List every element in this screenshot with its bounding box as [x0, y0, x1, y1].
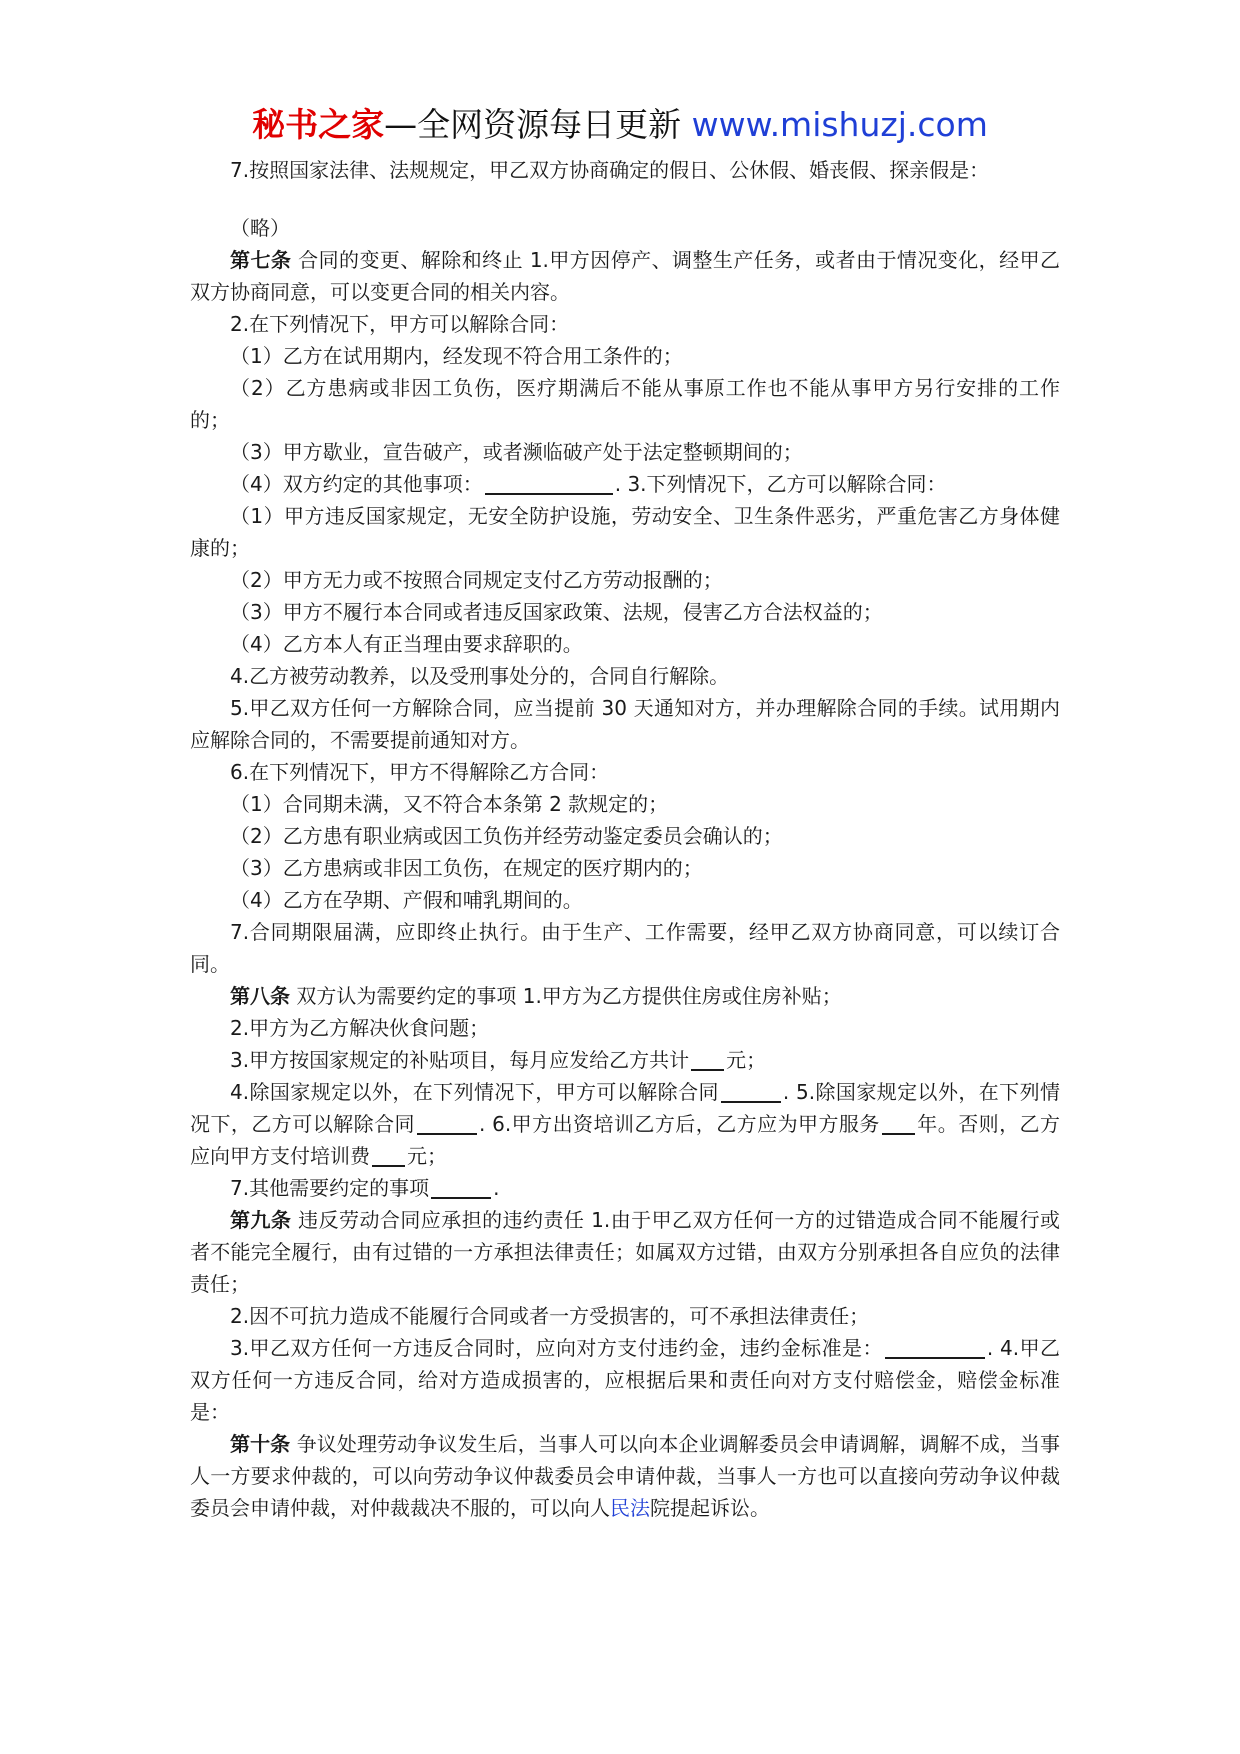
text: . [493, 1176, 500, 1200]
paragraph: （4）乙方在孕期、产假和哺乳期间的。 [230, 888, 583, 912]
paragraph: 6.在下列情况下，甲方不得解除乙方合同： [230, 760, 610, 784]
site-url-link[interactable]: www.mishuzj.com [691, 105, 988, 144]
article-7 [190, 244, 1060, 308]
text: 元； [726, 1048, 767, 1072]
document-body [190, 154, 1060, 1524]
paragraph: 5.甲乙双方任何一方解除合同，应当提前 30 天通知对方，并办理解除合同的手续。试用期内应解除合同的，不需要提前通知对方。 [190, 696, 1060, 752]
text: . 3.下列情况下，乙方可以解除合同： [614, 472, 947, 496]
text: 3.甲乙双方任何一方违反合同时，应向对方支付违约金，违约金标准是： [230, 1336, 883, 1360]
paragraph: 4.乙方被劳动教养，以及受刑事处分的，合同自行解除。 [230, 664, 730, 688]
text: . 6.甲方出资培训乙方后，乙方应为甲方服务 [478, 1112, 880, 1136]
paragraph: 2.甲方为乙方解决伙食问题； [230, 1016, 490, 1040]
paragraph: （2）乙方患病或非因工负伤，医疗期满后不能从事原工作也不能从事甲方另行安排的工作的； [190, 376, 1060, 432]
fill-in-blank [721, 1081, 781, 1103]
article-8 [190, 980, 1060, 1012]
fill-in-blank [885, 1337, 985, 1359]
article-heading: 第七条 [230, 248, 292, 272]
civil-law-link[interactable]: 民法 [610, 1496, 650, 1520]
article-text-end: 院提起诉讼。 [650, 1496, 770, 1520]
fill-in-blank [691, 1049, 724, 1071]
article-text: 争议处理劳动争议发生后，当事人可以向本企业调解委员会申请调解，调解不成，当事人一方要求仲裁的，可以向劳动争议仲裁委员会申请仲裁，当事人一方也可以直接向劳动争议仲裁委员会申请仲裁，对仲裁裁决不服的，可以向人 [190, 1432, 1061, 1520]
site-tagline: —全网资源每日更新 [384, 105, 682, 144]
fill-in-blank [882, 1113, 915, 1135]
text: （4）双方约定的其他事项： [230, 472, 483, 496]
paragraph: （1）合同期未满，又不符合本条第 2 款规定的； [230, 792, 669, 816]
paragraph: （2）乙方患有职业病或因工负伤并经劳动鉴定委员会确认的； [230, 824, 783, 848]
paragraph: （3）甲方歇业，宣告破产，或者濒临破产处于法定整顿期间的； [230, 440, 803, 464]
paragraph: （4）乙方本人有正当理由要求辞职的。 [230, 632, 583, 656]
paragraph: （1）甲方违反国家规定，无安全防护设施，劳动安全、卫生条件恶劣，严重危害乙方身体健康的； [190, 504, 1060, 560]
article-heading: 第八条 [230, 984, 290, 1008]
text: 年。否则，乙方应向甲方支付培训费 [190, 1112, 1061, 1168]
article-text: 双方认为需要约定的事项 1.甲方为乙方提供住房或住房补贴； [290, 984, 842, 1008]
text: . 4.甲乙双方任何一方违反合同，给对方造成损害的，应根据后果和责任向对方支付赔偿金，赔偿金标准是： [190, 1336, 1060, 1424]
article-text: 合同的变更、解除和终止 1.甲方因停产、调整生产任务，或者由于情况变化，经甲乙双方协商同意，可以变更合同的相关内容。 [190, 248, 1061, 304]
article-text: 违反劳动合同应承担的违约责任 1.由于甲乙双方任何一方的过错造成合同不能履行或者不能完全履行，由有过错的一方承担法律责任；如属双方过错，由双方分别承担各自应负的法律责任； [190, 1208, 1061, 1296]
paragraph: （3）乙方患病或非因工负伤，在规定的医疗期内的； [230, 856, 703, 880]
article-10 [190, 1428, 1060, 1524]
text: 3.甲方按国家规定的补贴项目，每月应发给乙方共计 [230, 1048, 690, 1072]
paragraph [190, 1332, 1060, 1428]
paragraph [190, 1172, 1060, 1204]
brand-name: 秘书之家 [252, 105, 385, 144]
site-header [0, 100, 1240, 150]
fill-in-blank [485, 473, 613, 495]
fill-in-blank [417, 1113, 477, 1135]
article-9 [190, 1204, 1060, 1300]
paragraph: 2.在下列情况下，甲方可以解除合同： [230, 312, 570, 336]
paragraph [190, 1076, 1060, 1172]
text: 7.其他需要约定的事项 [230, 1176, 430, 1200]
article-heading: 第九条 [230, 1208, 292, 1232]
paragraph: 2.因不可抗力造成不能履行合同或者一方受损害的，可不承担法律责任； [230, 1304, 870, 1328]
paragraph [190, 1044, 1060, 1076]
fill-in-blank [372, 1145, 405, 1167]
article-heading: 第十条 [230, 1432, 291, 1456]
text: 元； [407, 1144, 447, 1168]
paragraph: 7.按照国家法律、法规规定，甲乙双方协商确定的假日、公休假、婚丧假、探亲假是： [230, 158, 990, 182]
paragraph: （略） [230, 216, 290, 240]
fill-in-blank [431, 1177, 491, 1199]
paragraph: （3）甲方不履行本合同或者违反国家政策、法规，侵害乙方合法权益的； [230, 600, 883, 624]
text: . 5.除国家规定以外，在下列情况下，乙方可以解除合同 [190, 1080, 1060, 1136]
text: 4.除国家规定以外，在下列情况下，甲方可以解除合同 [230, 1080, 719, 1104]
paragraph [190, 468, 1060, 500]
paragraph: 7.合同期限届满，应即终止执行。由于生产、工作需要，经甲乙双方协商同意，可以续订合同。 [190, 920, 1060, 976]
paragraph: （2）甲方无力或不按照合同规定支付乙方劳动报酬的； [230, 568, 723, 592]
paragraph: （1）乙方在试用期内，经发现不符合用工条件的； [230, 344, 683, 368]
